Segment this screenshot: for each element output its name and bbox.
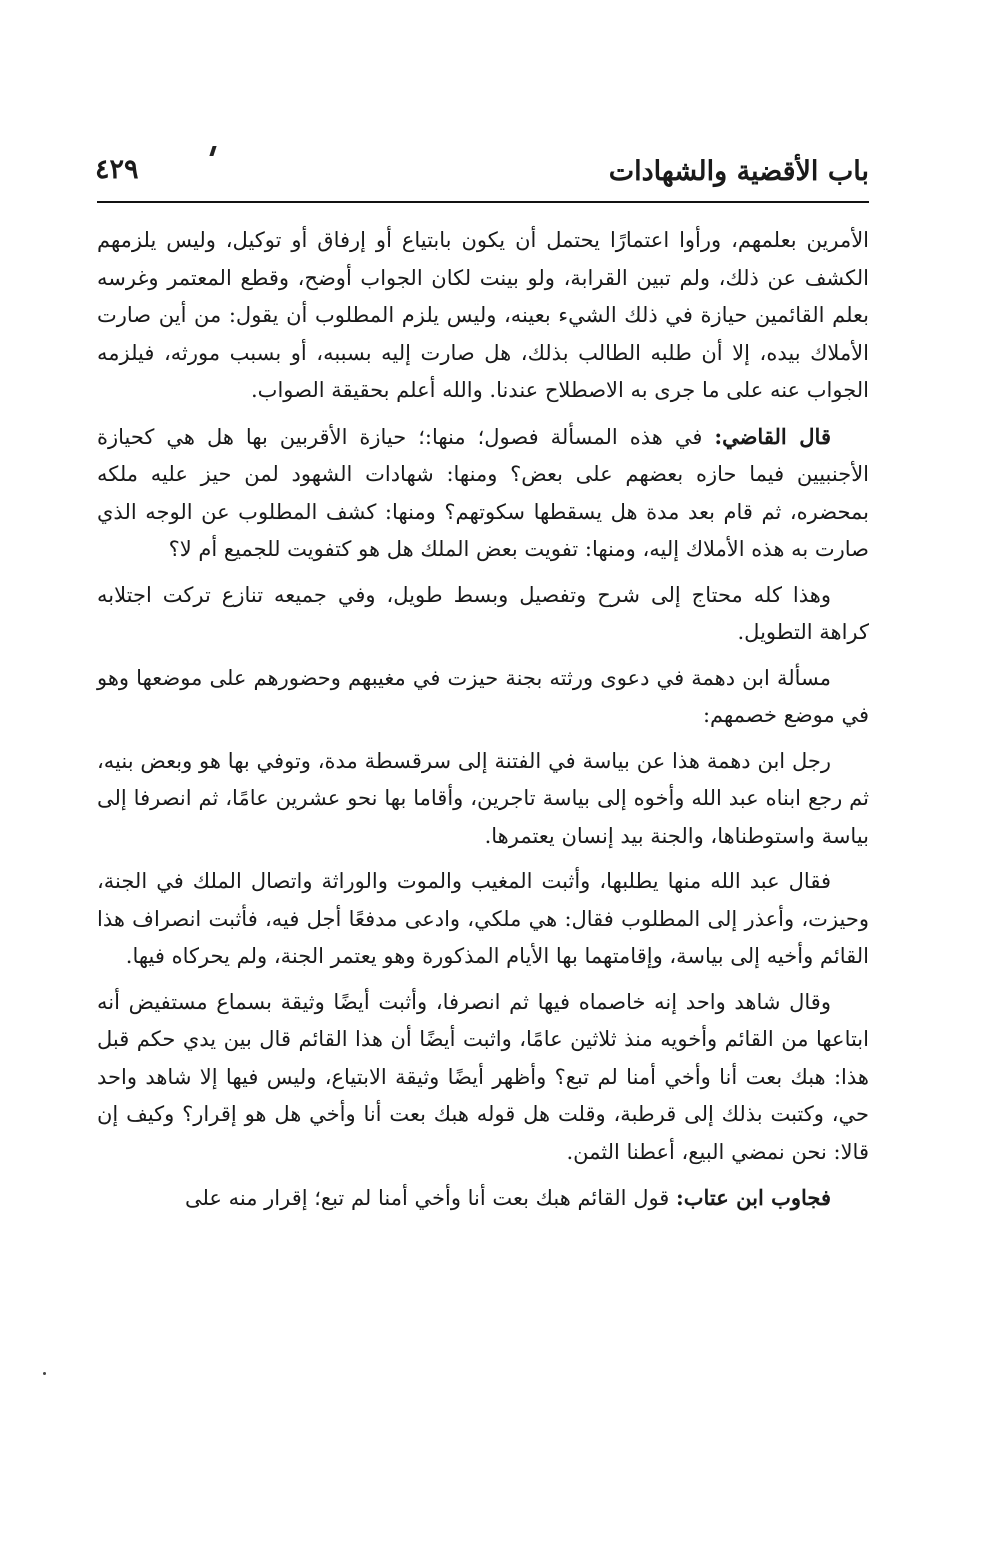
paragraph-4 [97,660,869,735]
page-number: ٤٢٩ [95,154,139,185]
paragraph-3 [97,577,869,652]
speaker-label: قال القاضي: [714,423,831,449]
paragraph-7 [97,984,869,1172]
paragraph-text: فقال عبد الله منها يطلبها، وأثبت المغيب والموت والوراثة واتصال الملك في الجنة، وحيزت، وأعذر إلى المطلوب فقال: هي ملكي، وادعى مدفعًا أجل فيه، فأثبت انصراف هذا القائم وأخيه إلى بياسة، وإقامتهما بها الأيام المذكورة وهو يعتمر الجنة، ولم يحركاه فيها. [97,869,869,968]
paragraph-5 [97,743,869,856]
paragraph-text: مسألة ابن دهمة في دعوى ورثته بجنة حيزت في مغيبهم وحضورهم على موضعها وهو في موضع خصمهم: [97,665,869,727]
paragraph-text: وهذا كله محتاج إلى شرح وتفصيل وبسط طويل، وفي جميعه تنازع تركت اجتلابه كراهة التطويل. [97,582,869,644]
running-header [95,152,869,194]
paragraph-6 [97,863,869,976]
paragraph-1 [97,222,869,410]
scan-speck [43,1372,46,1375]
paragraph-text: في هذه المسألة فصول؛ منها:؛ حيازة الأقربين بها هل هي كحيازة الأجنبيين فيما حازه بعضهم على بعض؟ ومنها: شهادات الشهود لمن حيز عليه ملكه بمحضره، ثم قام بعد مدة هل يسقطها سكوتهم؟ ومنها: كشف المطلوب عن الوجه الذي صارت به هذه الأملاك إليه، ومنها: تفويت بعض الملك هل هو كتفويت للجميع أم لا؟ [97,424,869,561]
chapter-title: باب الأقضية والشهادات [608,156,869,187]
speaker-label: فجاوب ابن عتاب: [676,1185,831,1210]
paragraph-8 [97,1179,869,1218]
header-rule [97,201,869,203]
body-text [97,222,869,1226]
paragraph-text: قول القائم هبك بعت أنا وأخي أمنا لم تبع؛ إقرار منه على [184,1186,677,1210]
paragraph-text: رجل ابن دهمة هذا عن بياسة في الفتنة إلى سرقسطة مدة، وتوفي بها هو وبعض بنيه، ثم رجع ابناه عبد الله وأخوه إلى بياسة تاجرين، وأقاما بها نحو عشرين عامًا، ثم انصرفا إلى بياسة واستوطناها، والجنة بيد إنسان يعتمرها. [97,748,869,848]
paragraph-text: الأمرين بعلمهم، ورأوا اعتمارًا يحتمل أن يكون بابتياع أو إرفاق أو توكيل، وليس يلزمهم الكشف عن ذلك، ولم تبين القرابة، ولو بينت لكان الجواب أوضح، وقطع المعتمر وغرسه بعلم القائمين حيازة في ذلك الشيء بعينه، وليس يلزم المطلوب أن يقول: من أين صارت الأملاك بيده، إلا أن طلبه الطالب بذلك، هل صارت إليه بسببه، أو بسبب مورثه، فيلزمه الجواب عنه على ما جرى به الاصطلاح عندنا. والله أعلم بحقيقة الصواب. [97,228,869,402]
paragraph-text: وقال شاهد واحد إنه خاصماه فيها ثم انصرفا، وأثبت أيضًا وثيقة بسماع مستفيض أنه ابتاعها من القائم وأخويه منذ ثلاثين عامًا، واثبت أيضًا أن هذا القائم قال بين يدي حكم قبل هذا: هبك بعت أنا وأخي أمنا لم تبع؟ وأظهر أيضًا وثيقة الابتياع، وليس فيها إلا شاهد واحد حي، وكتبت بذلك إلى قرطبة، وقلت هل قوله هبك بعت أنا وأخي هل هو إقرار؟ وكيف إن قالا: نحن نمضي البيع، أعطنا الثمن. [97,989,869,1164]
paragraph-2 [97,418,869,569]
